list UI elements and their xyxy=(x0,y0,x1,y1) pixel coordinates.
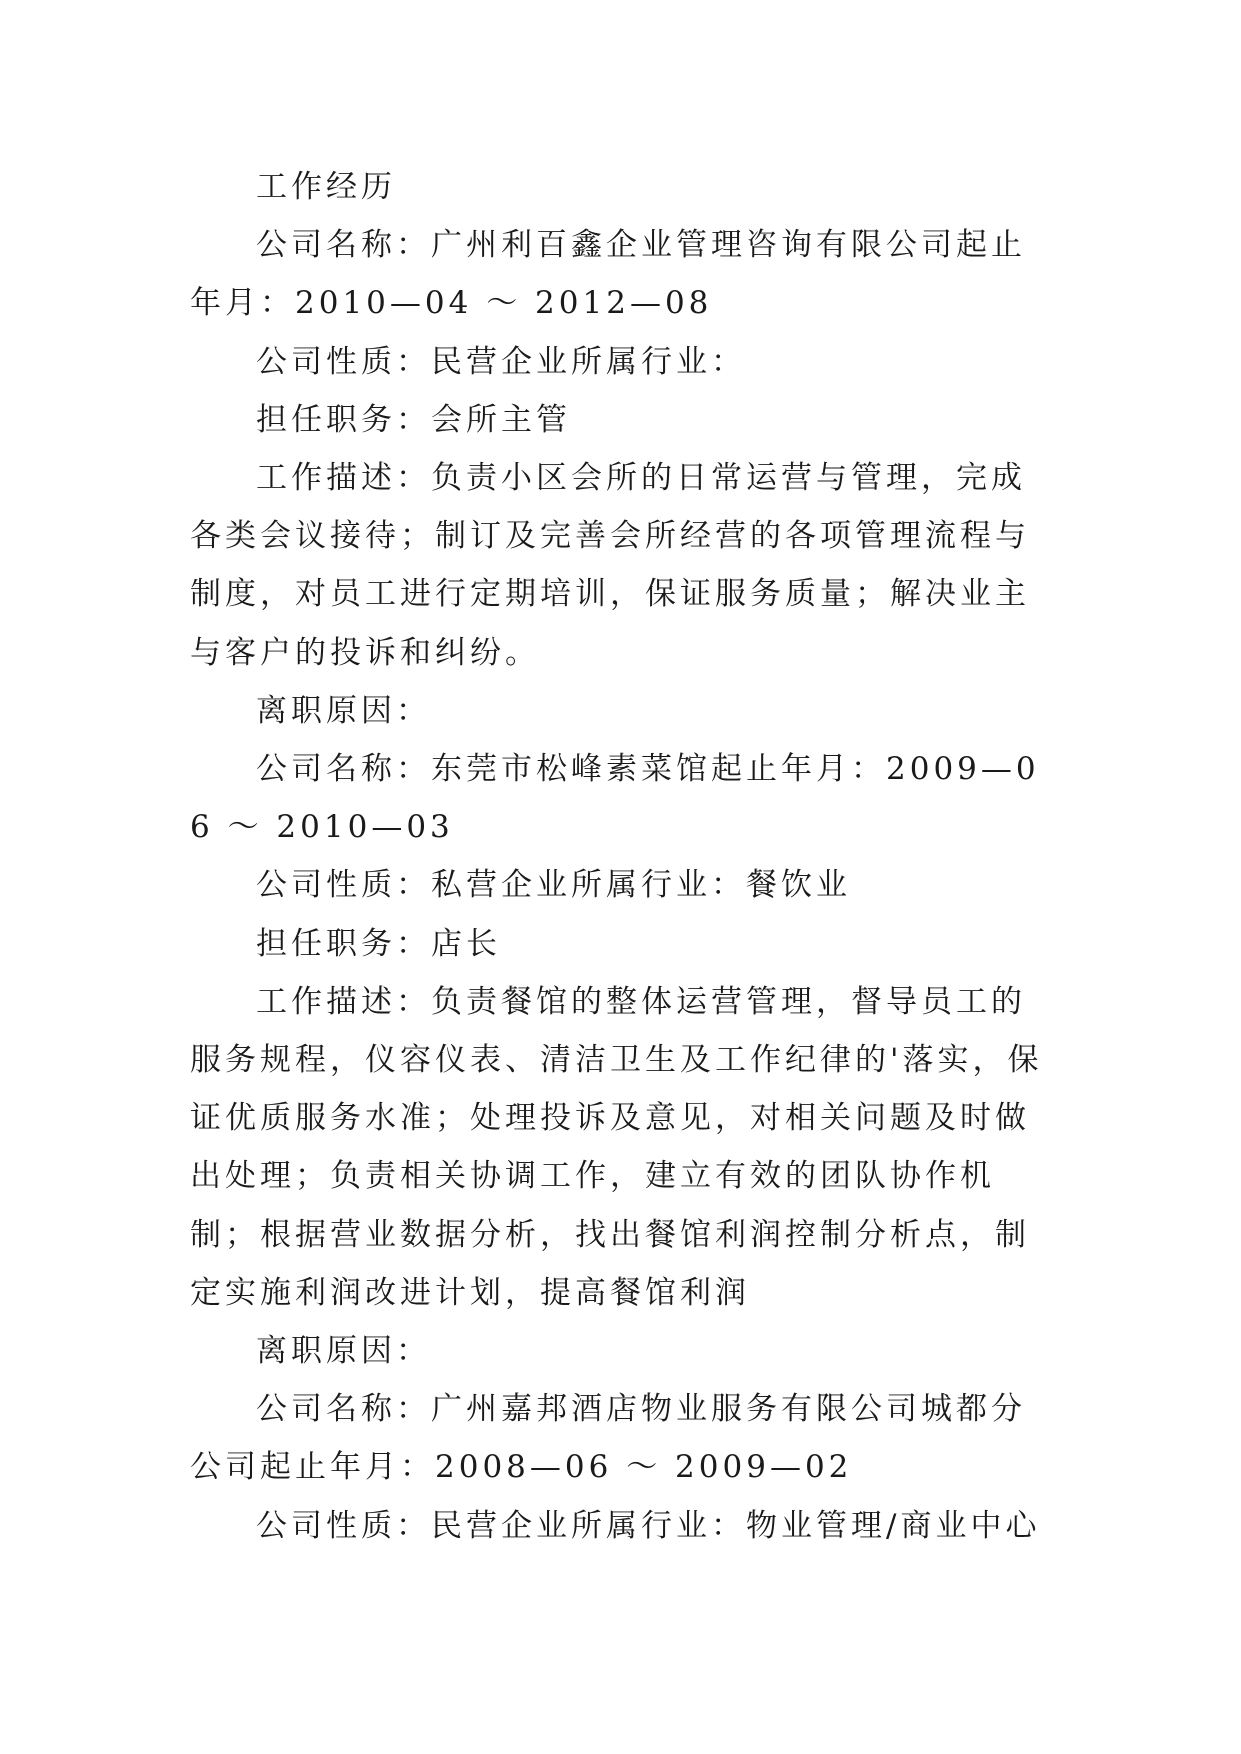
job-description-1: 工作描述：负责小区会所的日常运营与管理，完成各类会议接待；制订及完善会所经营的各项管理流程与制度，对员工进行定期培训，保证服务质量；解决业主与客户的投诉和纠纷。 xyxy=(190,460,1030,671)
job-title-1: 担任职务：会所主管 xyxy=(256,401,571,438)
job-description-2: 工作描述：负责餐馆的整体运营管理，督导员工的服务规程，仪容仪表、清洁卫生及工作纪律的'落实，保证优质服务水准；处理投诉及意见，对相关问题及时做出处理；负责相关协调工作，建立有效的团队协作机制；根据营业数据分析，找出餐馆利润控制分析点，制定实施利润改进计划，提高餐馆利润 xyxy=(190,983,1043,1311)
section-heading-work-experience: 工作经历 xyxy=(256,169,396,205)
leaving-reason-1: 离职原因： xyxy=(256,692,431,729)
company-name-3: 公司名称：广州嘉邦酒店物业服务有限公司城都分公司起止年月：2008—06 ～ 2009—02 xyxy=(190,1391,1026,1486)
company-nature-1: 公司性质：民营企业所属行业： xyxy=(256,343,746,380)
document-body xyxy=(190,158,1058,1555)
job-title-2: 担任职务：店长 xyxy=(256,925,501,962)
company-nature-3: 公司性质：民营企业所属行业：物业管理/商业中心 xyxy=(256,1507,1041,1544)
company-name-2: 公司名称：东莞市松峰素菜馆起止年月：2009—06 ～ 2010—03 xyxy=(190,751,1040,846)
leaving-reason-2: 离职原因： xyxy=(256,1333,431,1370)
company-nature-2: 公司性质：私营企业所属行业：餐饮业 xyxy=(256,867,851,904)
company-name-1: 公司名称：广州利百鑫企业管理咨询有限公司起止年月：2010—04 ～ 2012—08 xyxy=(190,227,1026,322)
